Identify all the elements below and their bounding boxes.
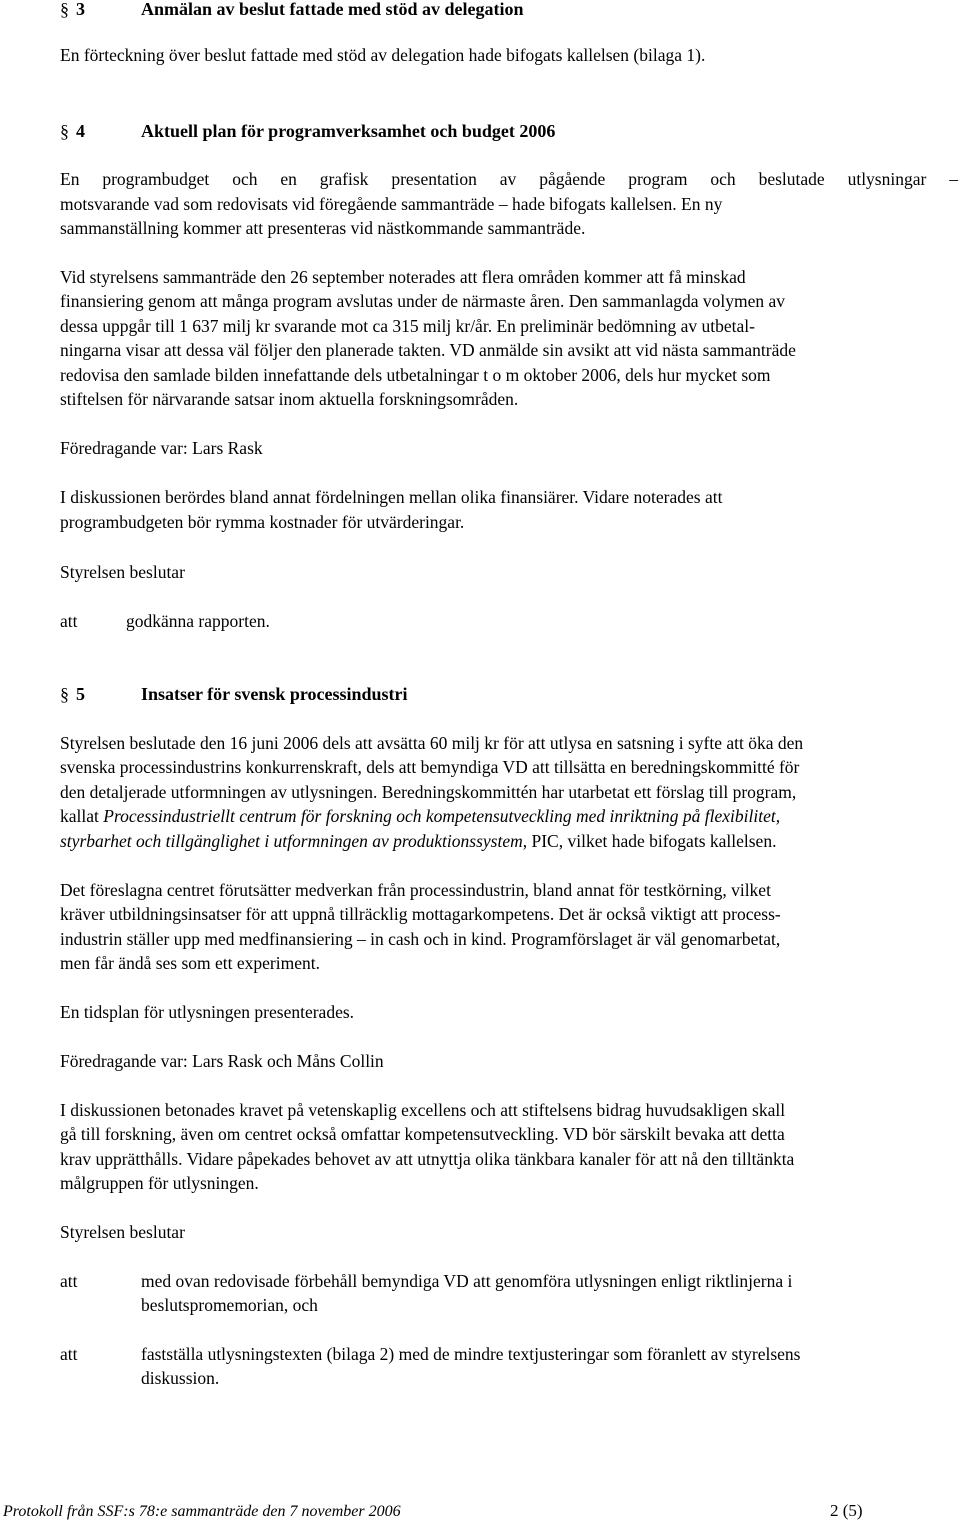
paragraph-line: krav upprätthålls. Vidare påpekades behovet av att utnyttja olika tänkbara kanaler för att nå den tilltänkta: [60, 1149, 795, 1169]
paragraph-line: gå till forskning, även om centret också omfattar kompetensutveckling. VD bör särskilt bevaka att detta: [60, 1124, 785, 1144]
section-title: Aktuell plan för programverksamhet och budget 2006: [141, 121, 556, 141]
paragraph-line: redovisa den samlade bilden innefattande dels utbetalningar t o m oktober 2006, dels hur mycket som: [60, 365, 771, 385]
decision-label: Styrelsen beslutar: [60, 1222, 185, 1242]
section-title: Insatser för svensk processindustri: [141, 684, 408, 704]
decision-att: att: [60, 1271, 78, 1291]
paragraph-line: sammanställning kommer att presenteras vid nästkommande sammanträde.: [60, 218, 586, 238]
presenter-line: Föredragande var: Lars Rask och Måns Collin: [60, 1051, 384, 1071]
paragraph-line: stiftelsen för närvarande satsar inom aktuella forskningsområden.: [60, 389, 519, 409]
paragraph-line: den detaljerade utformningen av utlysningen. Beredningskommittén har utarbetat ett förslag till program,: [60, 782, 797, 802]
section-symbol: §: [60, 121, 69, 141]
program-name-italic: Processindustriellt centrum för forskning och kompetensutveckling med inriktning på flexibilitet,: [103, 806, 781, 826]
paragraph-line: Det föreslagna centret förutsätter medverkan från processindustrin, bland annat för testkörning, vilket: [60, 880, 771, 900]
paragraph-line: [60, 804, 780, 828]
text-run: , PIC, vilket hade bifogats kallelsen.: [522, 831, 777, 851]
presenter-line: Föredragande var: Lars Rask: [60, 438, 263, 458]
paragraph-line: svenska processindustrins konkurrenskraft, dels att bemyndiga VD att tillsätta en beredningskommitté för: [60, 757, 800, 777]
program-name-italic: styrbarhet och tillgänglighet i utformningen av produktionssystem: [60, 831, 523, 851]
decision-text: beslutspromemorian, och: [141, 1295, 318, 1315]
section-title: Anmälan av beslut fattade med stöd av delegation: [141, 0, 524, 19]
decision-text: godkänna rapporten.: [126, 611, 270, 631]
paragraph-line: Styrelsen beslutade den 16 juni 2006 dels att avsätta 60 milj kr för att utlysa en satsning i syfte att öka den: [60, 733, 804, 753]
paragraph-line: motsvarande vad som redovisats vid föregående sammanträde – hade bifogats kallelsen. En ny: [60, 194, 723, 214]
decision-att: att: [60, 611, 78, 631]
paragraph-line: ningarna visar att dessa väl följer den planerade takten. VD anmälde sin avsikt att vid nästa sammanträde: [60, 340, 796, 360]
section-number: 3: [76, 0, 85, 19]
paragraph-line: En programbudget och en grafisk presentation av pågående program och beslutade utlysningar –: [60, 169, 958, 189]
section-symbol: §: [60, 684, 69, 704]
section-symbol: §: [60, 0, 69, 19]
paragraph-line: Vid styrelsens sammanträde den 26 september noterades att flera områden kommer att få minskad: [60, 267, 746, 287]
decision-att: att: [60, 1344, 78, 1364]
paragraph-line: [60, 829, 776, 853]
paragraph-line: I diskussionen betonades kravet på vetenskaplig excellens och att stiftelsens bidrag huvudsakligen skall: [60, 1100, 786, 1120]
decision-text: diskussion.: [141, 1368, 220, 1388]
section-number: 5: [76, 684, 85, 704]
paragraph-line: programbudgeten bör rymma kostnader för utvärderingar.: [60, 512, 465, 532]
page-number: 2 (5): [830, 1501, 863, 1520]
paragraph-line: målgruppen för utlysningen.: [60, 1173, 259, 1193]
paragraph-line: kräver utbildningsinsatser för att uppnå tillräcklig mottagarkompetens. Det är också viktigt att process-: [60, 904, 781, 924]
paragraph-line: finansiering genom att många program avslutas under de närmaste åren. Den sammanlagda volymen av: [60, 291, 786, 311]
paragraph-line: dessa uppgår till 1 637 milj kr svarande mot ca 315 milj kr/år. En preliminär bedömning av utbetal-: [60, 316, 755, 336]
paragraph-line: men får ändå ses som ett experiment.: [60, 953, 320, 973]
decision-text: med ovan redovisade förbehåll bemyndiga VD att genomföra utlysningen enligt riktlinjerna i: [141, 1271, 793, 1291]
decision-text: fastställa utlysningstexten (bilaga 2) med de mindre textjusteringar som föranlett av styrelsens: [141, 1344, 801, 1364]
paragraph-line: En förteckning över beslut fattade med stöd av delegation hade bifogats kallelsen (bilaga 1).: [60, 45, 706, 65]
text-run: kallat: [60, 806, 104, 826]
paragraph-line: industrin ställer upp med medfinansiering – in cash och in kind. Programförslaget är väl genomarbetat,: [60, 929, 781, 949]
decision-label: Styrelsen beslutar: [60, 562, 185, 582]
paragraph-line: I diskussionen berördes bland annat fördelningen mellan olika finansiärer. Vidare noterades att: [60, 487, 723, 507]
paragraph-line: En tidsplan för utlysningen presenterades.: [60, 1002, 355, 1022]
footer-text: Protokoll från SSF:s 78:e sammanträde den 7 november 2006: [3, 1503, 401, 1520]
section-number: 4: [76, 121, 85, 141]
